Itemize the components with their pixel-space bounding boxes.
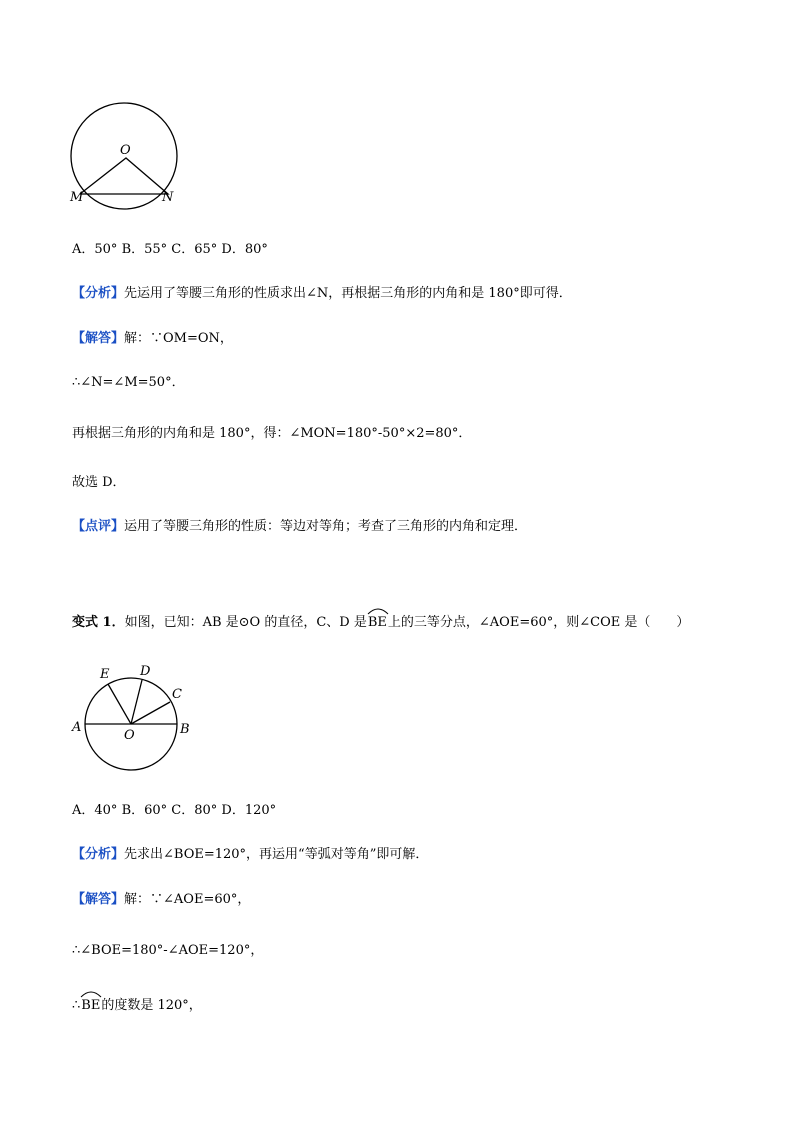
q0-analysis — [72, 285, 572, 303]
q0-choice: 故选 D． — [72, 475, 126, 490]
comment-tag: 【点评】 — [72, 519, 125, 534]
label-C: C — [172, 687, 182, 702]
label-M: M — [70, 190, 84, 205]
arc-BE — [367, 614, 388, 632]
label-E: E — [100, 667, 110, 682]
analysis-text: 先运用了等腰三角形的性质求出∠N，再根据三角形的内角和是 180°即可得． — [124, 286, 572, 301]
label-A: A — [72, 720, 82, 735]
q0-options: A．50° B．55° C．65° D．80° — [72, 242, 268, 257]
step2-prefix: ∴ — [72, 998, 81, 1013]
arc-mark — [367, 607, 389, 615]
q1-label: 变式 1． — [72, 615, 125, 630]
circle-figure-1 — [64, 100, 194, 220]
q1-solution — [72, 891, 250, 909]
label-D: D — [140, 664, 151, 679]
q1-options: A．40° B．60° C．80° D．120° — [72, 803, 277, 818]
solution-tag: 【解答】 — [72, 331, 125, 346]
arc-BE — [80, 997, 101, 1015]
comment-text: 运用了等腰三角形的性质：等边对等角；考查了三角形的内角和定理． — [124, 519, 528, 534]
analysis-tag: 【分析】 — [72, 847, 125, 862]
solution-tag: 【解答】 — [72, 892, 125, 907]
q0-solution — [72, 330, 233, 348]
analysis-tag: 【分析】 — [72, 286, 125, 301]
solution-text: 解：∵OM=ON， — [124, 331, 233, 346]
label-B: B — [180, 722, 190, 737]
label-O: O — [120, 143, 131, 158]
q1-stem — [72, 614, 689, 632]
q1-analysis — [72, 846, 428, 864]
solution-text: 解：∵∠AOE=60°， — [124, 892, 251, 907]
q1-step2 — [72, 997, 202, 1015]
q0-step2: 再根据三角形的内角和是 180°，得：∠MON=180°-50°×2=80°． — [72, 426, 472, 441]
circle-figure-2 — [66, 658, 196, 778]
q1-stem-after: 上的三等分点，∠AOE=60°，则∠COE 是（ ） — [387, 615, 690, 630]
arc-text: BE — [367, 615, 387, 630]
q0-comment — [72, 518, 527, 536]
q1-stem-before: 如图，已知：AB 是⊙O 的直径，C、D 是 — [124, 615, 367, 630]
label-N: N — [162, 190, 174, 205]
arc-mark — [80, 990, 102, 998]
q1-step1: ∴∠BOE=180°-∠AOE=120°， — [72, 943, 264, 958]
q0-step1: ∴∠N=∠M=50°． — [72, 375, 185, 390]
label-O: O — [124, 728, 135, 743]
arc-text: BE — [81, 998, 101, 1013]
analysis-text: 先求出∠BOE=120°，再运用“等弧对等角”即可解． — [124, 847, 429, 862]
step2-suffix: 的度数是 120°， — [101, 998, 202, 1013]
